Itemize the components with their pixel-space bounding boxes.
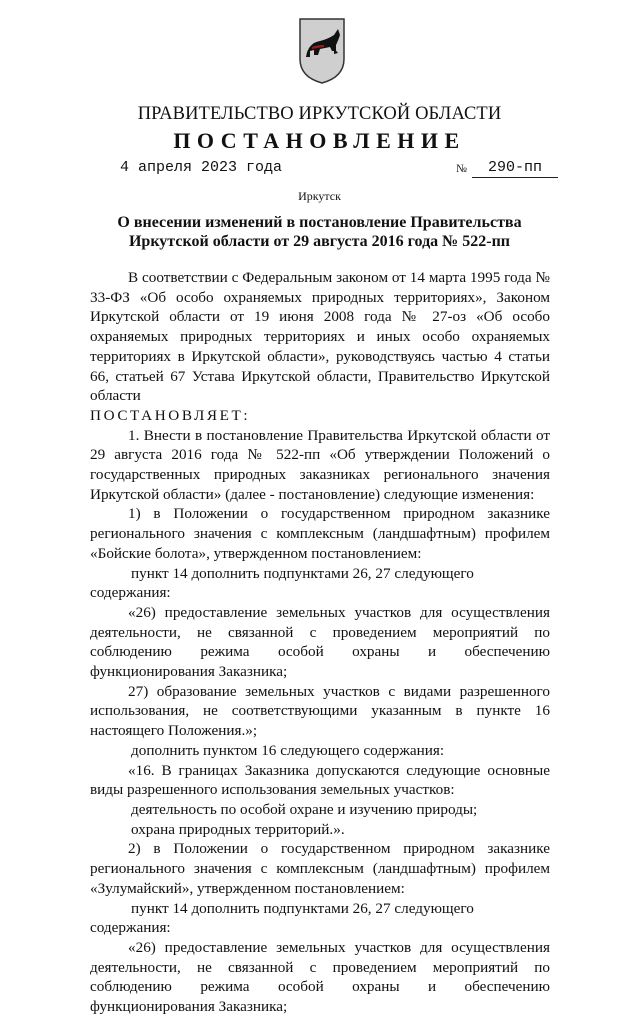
list-item-protection: охрана природных территорий.». [131, 820, 345, 838]
paragraph-sub-27: 27) образование земельных участков с видами разрешенного использования, не соответствующими указанным в пункте 16 настоящего Положения.»; [90, 682, 550, 740]
list-item-activity: деятельность по особой охране и изучению природы; [131, 800, 478, 818]
paragraph-point-16: дополнить пунктом 16 следующего содержания: [131, 741, 445, 759]
document-heading: О внесении изменений в постановление Правительства Иркутской области от 29 августа 2016 года № 522-пп [117, 214, 522, 250]
document-type: ПОСТАНОВЛЕНИЕ [173, 128, 466, 153]
paragraph-point-14: пункт 14 дополнить подпунктами 26, 27 следующего содержания: [90, 564, 474, 602]
paragraph-point-14-b: пункт 14 дополнить подпунктами 26, 27 следующего содержания: [90, 899, 474, 937]
resolves-heading: ПОСТАНОВЛЯЕТ: [90, 406, 251, 424]
paragraph-1: 1. Внести в постановление Правительства Иркутской области от 29 августа 2016 года № 522-пп «Об утверждении Положений о государственных природных заказниках регионального значения Иркутской области» (далее - постановление) следующие изменения: [90, 426, 550, 503]
preamble-paragraph: В соответствии с Федеральным законом от 14 марта 1995 года № 33-ФЗ «Об особо охраняемых природных территориях», Законом Иркутской области от 19 июня 2008 года № 27-оз «Об особо охраняемых природных территориях и иных особо охраняемых территориях в Иркутской области», руководствуясь частью 4 статьи 66, статьей 67 Устава Иркутской области, Правительство Иркутской области [90, 269, 550, 405]
paragraph-1-2: 2) в Положении о государственном природном заказнике регионального значения с комплексным (ландшафтным) профилем «Зулумайский», утвержденном постановлением: [90, 840, 550, 897]
paragraph-1-1: 1) в Положении о государственном природном заказнике регионального значения с комплексным (ландшафтным) профилем «Бойские болота», утвержденном постановлением: [90, 505, 550, 562]
coat-of-arms-icon [298, 17, 346, 85]
document-number: 290-пп [472, 159, 558, 178]
paragraph-sub-26: «26) предоставление земельных участков для осуществления деятельности, не связанной с проведением мероприятий по соблюдению режима особой охраны и обеспечению функционирования Заказника; [90, 603, 550, 681]
document-date: 4 апреля 2023 года [120, 159, 283, 176]
organization-title: ПРАВИТЕЛЬСТВО ИРКУТСКОЙ ОБЛАСТИ [137, 104, 502, 124]
number-sign: № [456, 163, 467, 175]
city-name: Иркутск [298, 189, 341, 203]
document-body [90, 268, 550, 1017]
paragraph-point-16-text: «16. В границах Заказника допускаются следующие основные виды разрешенного использования земельных участков: [90, 761, 550, 799]
paragraph-sub-26-b: «26) предоставление земельных участков для осуществления деятельности, не связанной с проведением мероприятий по соблюдению режима особой охраны и обеспечению функционирования Заказника; [90, 938, 550, 1016]
